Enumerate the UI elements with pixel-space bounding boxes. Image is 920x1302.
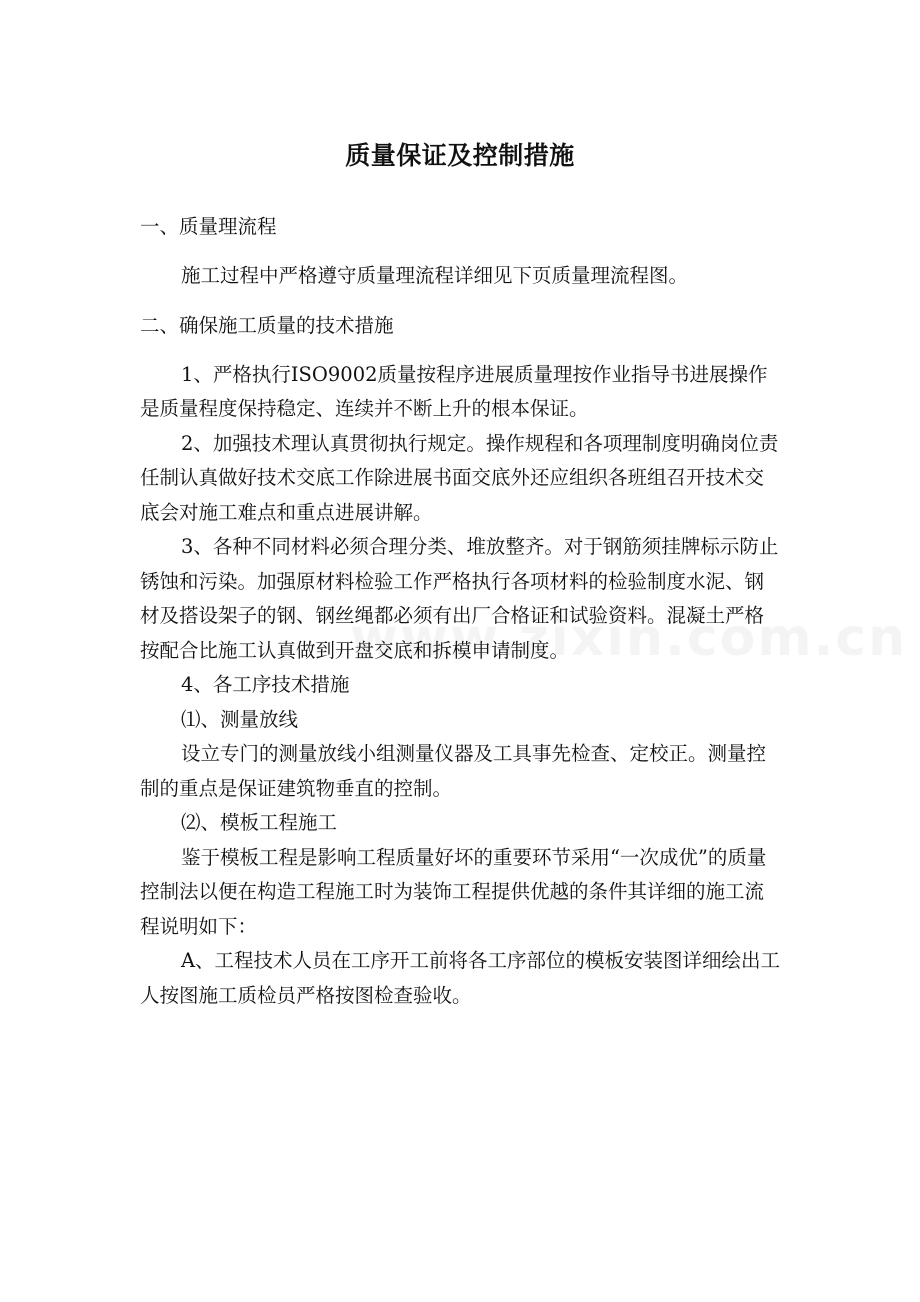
subheading-survey: ⑴、测量放线 [180,707,298,731]
paragraph-process-description: 施工过程中严格遵守质量理流程详细见下页质量理流程图。 [180,263,688,287]
paragraph-measure-3: 3、各种不同材料必须合理分类、堆放整齐。对于钢筋须挂牌标示防止锈蚀和污染。加强原材料检验工作严格执行各项材料的检验制度水泥、钢材及搭设架子的钢、钢丝绳都必须有出厂合格证和试验资料。混凝土严格按配合比施工认真做到开盘交底和拆模申请制度。 [140,535,779,662]
document-body [140,210,782,1013]
section-heading-process: 一、质量理流程 [140,215,277,238]
paragraph-formwork-a: A、工程技术人员在工序开工前将各工序部位的模板安装图详细绘出工人按图施工质检员严格按图检查验收。 [140,949,781,1007]
paragraph-measure-1: 1、严格执行ISO9002质量按程序进展质量理按作业指导书进展操作是质量程度保持稳定、连续并不断上升的根本保证。 [140,362,768,420]
paragraph-survey: 设立专门的测量放线小组测量仪器及工具事先检查、定校正。测量控制的重点是保证建筑物垂直的控制。 [140,742,766,800]
paragraph-formwork: 鉴于模板工程是影响工程质量好坏的重要环节采用“一次成优”的质量控制法以便在构造工程施工时为装饰工程提供优越的条件其详细的施工流程说明如下： [140,845,767,938]
subheading-formwork: ⑵、模板工程施工 [180,811,337,834]
paragraph-measure-2: 2、加强技术理认真贯彻执行规定。操作规程和各项理制度明确岗位责任制认真做好技术交底工作除进展书面交底外还应组织各班组召开技术交底会对施工难点和重点进展讲解。 [140,431,779,524]
document-title: 质量保证及控制措施 [345,141,575,170]
section-heading-technical-measures: 二、确保施工质量的技术措施 [140,314,394,337]
paragraph-measure-4: 4、各工序技术措施 [180,673,350,696]
